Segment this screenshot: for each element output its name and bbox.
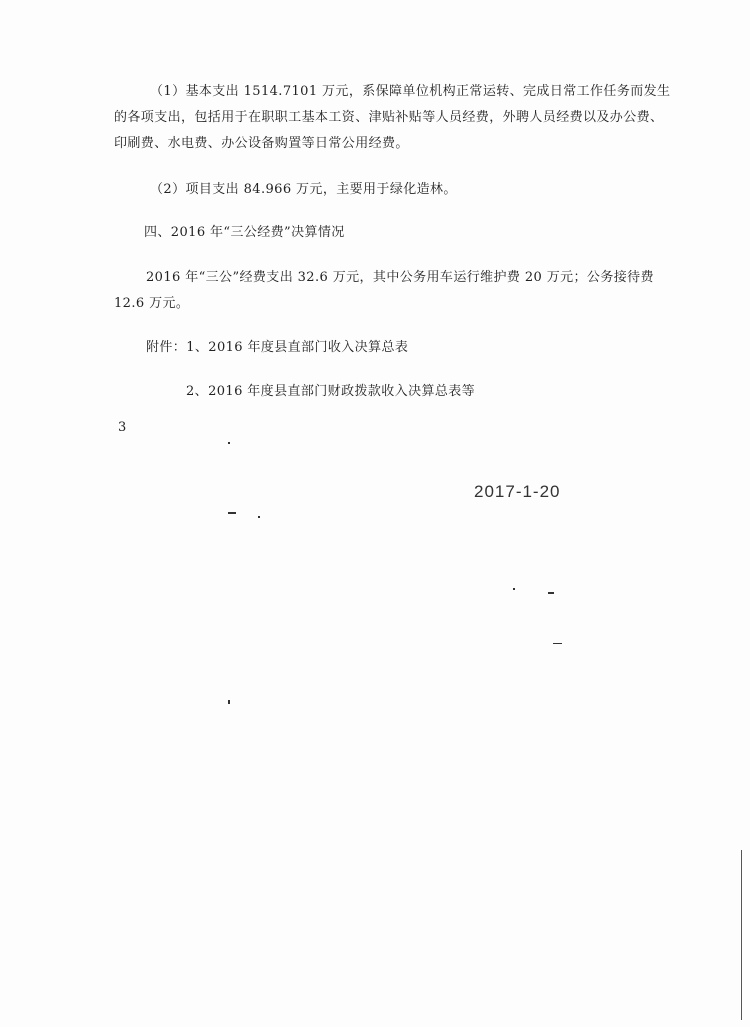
section4-line2: 12.6 万元。 [114,296,190,311]
scan-speck [513,588,515,590]
scan-speck [228,442,230,444]
scan-speck [553,643,562,644]
scan-edge-line [741,850,742,1020]
attachment-1: 附件：1、2016 年度县直部门收入决算总表 [146,340,409,355]
scan-speck [228,512,236,514]
item1-line3: 印刷费、水电费、办公设备购置等日常公用经费。 [114,136,409,151]
scan-speck [228,700,230,704]
item2-text: （2）项目支出 84.966 万元，主要用于绿化造林。 [150,182,457,197]
section4-line1: 2016 年“三公”经费支出 32.6 万元，其中公务用车运行维护费 20 万元；公务接待费 [146,270,654,285]
section4-heading: 四、2016 年“三公经费”决算情况 [144,225,345,240]
scan-speck [258,516,260,518]
page-number: 3 [118,420,127,435]
document-date: 2017-1-20 [474,482,561,501]
scan-speck [548,592,554,594]
item1-line1: （1）基本支出 1514.7101 万元，系保障单位机构正常运转、完成日常工作任务而发生 [150,84,671,99]
attachment-2: 2、2016 年度县直部门财政拨款收入决算总表等 [186,384,476,399]
item1-line2: 的各项支出，包括用于在职职工基本工资、津贴补贴等人员经费，外聘人员经费以及办公费、 [114,110,664,125]
